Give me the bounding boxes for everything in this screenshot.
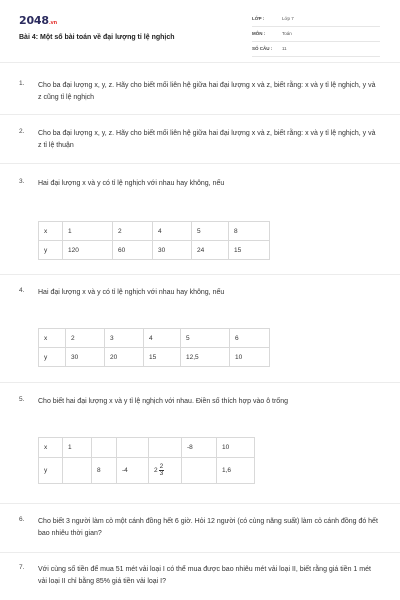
table-row-y: [39, 348, 270, 367]
page-title: Bài 4: Một số bài toán về đại lượng tỉ lệ nghịch: [19, 34, 175, 41]
table-cell: [63, 458, 92, 484]
table-row-x: [39, 329, 270, 348]
divider: [0, 274, 400, 275]
meta-value: Lớp 7: [282, 16, 294, 21]
fraction-denominator: 3: [159, 470, 164, 477]
table-cell: 2: [113, 222, 153, 241]
table-cell: -8: [182, 438, 217, 458]
page-header: [0, 0, 400, 62]
table-cell: 20: [105, 348, 144, 367]
question-number: 5.: [19, 396, 25, 403]
table-cell: 2: [66, 329, 105, 348]
table-cell: 8: [229, 222, 270, 241]
question-text: Cho biết hai đại lượng x và y tỉ lệ nghịch với nhau. Điền số thích hợp vào ô trống: [38, 398, 288, 405]
table-cell: [92, 438, 117, 458]
divider: [0, 382, 400, 383]
table-cell: [117, 438, 149, 458]
table-row-x: [39, 438, 255, 458]
table-cell: x: [39, 329, 66, 348]
table-cell: -4: [117, 458, 149, 484]
meta-info: [252, 15, 380, 60]
mixed-whole: 2: [154, 467, 158, 474]
question-number: 1.: [19, 80, 25, 87]
question-text: Hai đại lượng x và y có tỉ lệ nghịch với nhau hay không, nếu: [38, 180, 225, 187]
table-cell: 5: [181, 329, 230, 348]
table-cell: x: [39, 222, 63, 241]
table-cell: 4: [153, 222, 192, 241]
meta-value: 11: [282, 46, 287, 51]
meta-label: LỚP :: [252, 16, 265, 21]
table-cell: x: [39, 438, 63, 458]
question-number: 2.: [19, 128, 25, 135]
question-text: Với cùng số tiền để mua 51 mét vải loại I có thể mua được bao nhiêu mét vải loại II, biết rằng giá tiền 1 mét vải loại II chỉ bằng 85% giá tiền vải loại I?: [38, 566, 371, 585]
meta-label: SỐ CÂU :: [252, 46, 273, 51]
table-cell: 15: [229, 241, 270, 260]
divider: [0, 163, 400, 164]
value-table-q4: [38, 328, 270, 367]
question-text: Hai đại lượng x và y có tỉ lệ nghịch với nhau hay không, nếu: [38, 289, 225, 296]
question-number: 6.: [19, 516, 25, 523]
table-cell: 4: [144, 329, 181, 348]
value-table-q3: [38, 221, 270, 260]
table-cell: 10: [217, 438, 255, 458]
site-logo[interactable]: 2048.vn: [19, 14, 57, 27]
table-cell: y: [39, 348, 66, 367]
table-cell: 24: [192, 241, 229, 260]
meta-value: Toán: [282, 31, 292, 36]
table-cell: 1,6: [217, 458, 255, 484]
table-cell: y: [39, 458, 63, 484]
table-cell: 6: [230, 329, 270, 348]
fraction-numerator: 2: [159, 463, 164, 470]
question-number: 3.: [19, 178, 25, 185]
table-row-y: [39, 458, 255, 484]
fraction: [159, 464, 165, 477]
table-cell: 30: [153, 241, 192, 260]
divider: [0, 503, 400, 504]
meta-label: MÔN :: [252, 31, 266, 36]
table-cell: 60: [113, 241, 153, 260]
table-cell-fraction: [149, 458, 182, 484]
question-number: 4.: [19, 287, 25, 294]
table-row-x: [39, 222, 270, 241]
table-cell: 10: [230, 348, 270, 367]
divider: [0, 62, 400, 63]
mixed-number: [154, 464, 164, 477]
table-cell: 8: [92, 458, 117, 484]
table-cell: 12,5: [181, 348, 230, 367]
table-cell: 1: [63, 222, 113, 241]
divider: [0, 552, 400, 553]
table-cell: y: [39, 241, 63, 260]
table-cell: 3: [105, 329, 144, 348]
meta-row-count: [252, 45, 380, 57]
question-text: Cho ba đại lượng x, y, z. Hãy cho biết mối liên hệ giữa hai đại lượng x và z, biết rằng: x và y tỉ lệ nghịch, y và z cũng tỉ lệ nghịch: [38, 82, 376, 101]
question-text: Cho biết 3 người làm cỏ một cánh đồng hết 6 giờ. Hỏi 12 người (có cùng năng suất) làm cỏ cánh đồng đó hết bao nhiêu thời gian?: [38, 518, 378, 537]
value-table-q5: [38, 437, 255, 484]
question-text: Cho ba đại lượng x, y, z. Hãy cho biết mối liên hệ giữa hai đại lượng x và z, biết rằng: x và y tỉ lệ nghịch, y và z tỉ lệ thuận: [38, 130, 376, 149]
table-row-y: [39, 241, 270, 260]
divider: [0, 114, 400, 115]
meta-row-subject: [252, 30, 380, 42]
table-cell: 5: [192, 222, 229, 241]
table-cell: [182, 458, 217, 484]
table-cell: 15: [144, 348, 181, 367]
table-cell: 1: [63, 438, 92, 458]
question-number: 7.: [19, 564, 25, 571]
meta-row-class: [252, 15, 380, 27]
table-cell: 120: [63, 241, 113, 260]
table-cell: 30: [66, 348, 105, 367]
table-cell: [149, 438, 182, 458]
